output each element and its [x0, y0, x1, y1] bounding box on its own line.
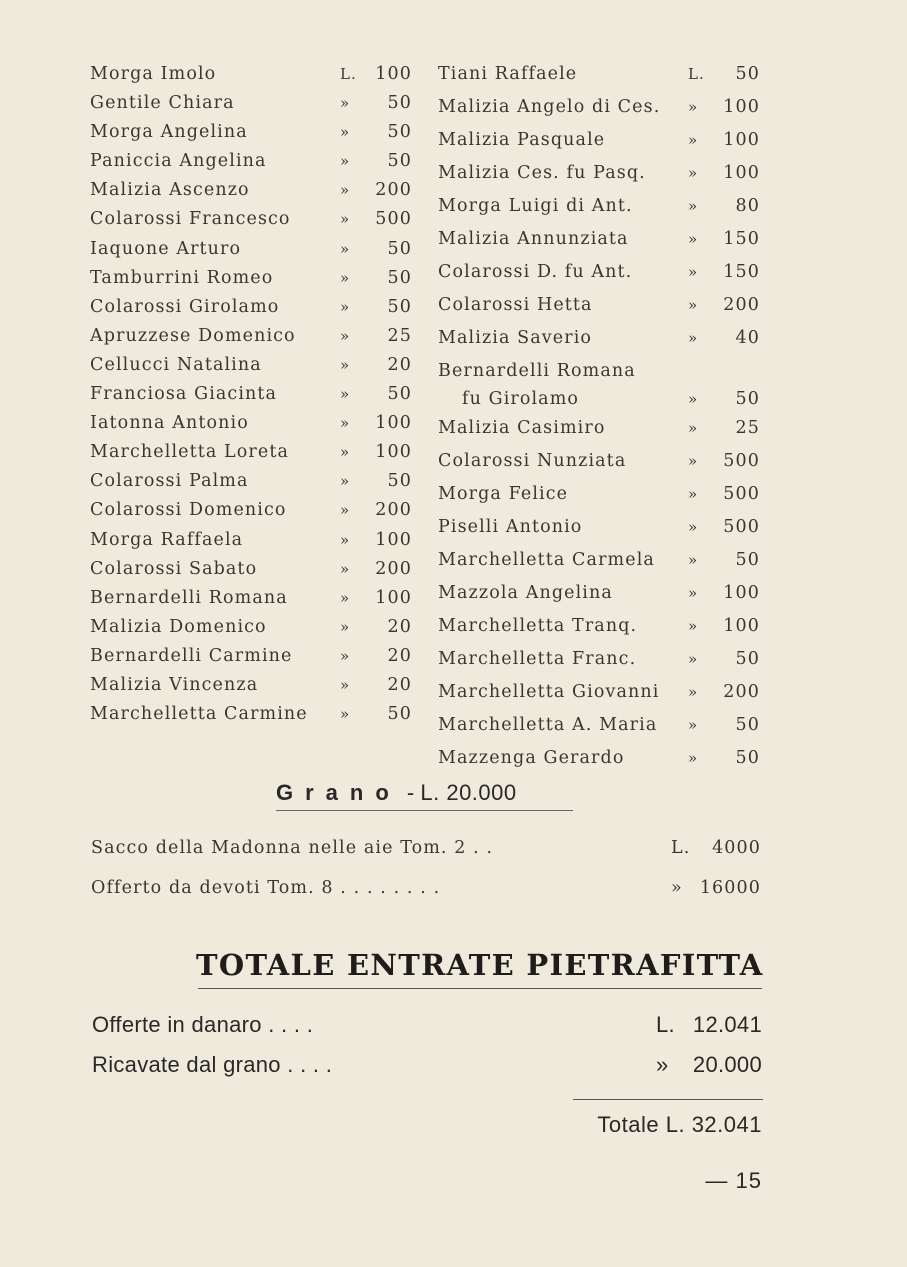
grano-line-dots: . . . . . . . . [333, 878, 441, 898]
donor-amount: 20 [387, 645, 412, 666]
donor-row [438, 517, 760, 550]
totale-line-dots: . . . . [261, 1012, 314, 1037]
donor-name: Tiani Raffaele [438, 64, 578, 84]
donor-currency: » [688, 617, 699, 635]
donor-row [90, 646, 412, 675]
donor-currency: » [340, 443, 351, 462]
donor-row [90, 559, 412, 588]
donor-name: Colarossi Sabato [90, 558, 258, 579]
donor-currency: » [688, 749, 699, 767]
donor-list-left [90, 64, 412, 733]
donor-amount: 25 [735, 418, 760, 438]
donor-row [90, 64, 412, 93]
donor-name: Paniccia Angelina [90, 151, 267, 172]
totale-line-amount: 12.041 [692, 1012, 762, 1037]
donor-currency: » [688, 263, 699, 281]
donor-row [90, 297, 412, 326]
donor-row [438, 196, 760, 229]
donor-name: Morga Angelina [90, 122, 248, 143]
donor-row [438, 130, 760, 163]
donor-name: Marchelletta Carmine [90, 704, 308, 725]
donor-row [90, 239, 412, 268]
donor-amount: 150 [723, 229, 760, 249]
grano-line-amount: 4000 [712, 838, 761, 858]
donor-amount: 500 [723, 484, 760, 504]
donor-name: Apruzzese Domenico [90, 325, 296, 346]
donor-amount: 50 [387, 93, 412, 114]
donor-row [90, 530, 412, 559]
donor-row [90, 209, 412, 238]
grano-total: L. 20.000 [420, 780, 517, 805]
donor-amount: 25 [387, 325, 412, 346]
donor-amount: 50 [387, 267, 412, 288]
totale-underline [198, 988, 762, 989]
donor-currency: » [340, 385, 351, 404]
donor-currency: » [688, 452, 699, 470]
donor-row [438, 328, 760, 361]
donor-name: Malizia Pasquale [438, 130, 606, 150]
grano-line-desc: Offerto da devoti Tom. 8 [91, 878, 334, 898]
donor-currency: » [688, 296, 699, 314]
donor-currency: » [688, 419, 699, 437]
donor-row [90, 122, 412, 151]
donor-amount: 500 [375, 209, 412, 230]
donor-name: Mazzola Angelina [438, 583, 613, 603]
donor-name: Marchelletta A. Maria [438, 715, 658, 735]
donor-currency: » [688, 584, 699, 602]
donor-amount: 50 [387, 704, 412, 725]
donor-row [438, 451, 760, 484]
donor-row [90, 500, 412, 529]
donor-row [90, 326, 412, 355]
donor-currency: » [340, 559, 351, 578]
donor-currency: » [340, 414, 351, 433]
donor-name: Marchelletta Loreta [90, 442, 290, 463]
grano-line-currency: » [671, 878, 683, 898]
donor-row [90, 384, 412, 413]
donor-name: Morga Raffaela [90, 529, 244, 550]
donor-name: Mazzenga Gerardo [438, 748, 625, 768]
grano-line [91, 878, 761, 898]
donor-name: Marchelletta Carmela [438, 550, 655, 570]
donor-name: Cellucci Natalina [90, 354, 262, 375]
donor-currency: » [688, 683, 699, 701]
donor-row [90, 93, 412, 122]
donor-name: Morga Felice [438, 484, 569, 504]
grano-line-desc: Sacco della Madonna nelle aie Tom. 2 [91, 838, 467, 858]
donor-row [438, 550, 760, 583]
grand-total: Totale L. 32.041 [597, 1112, 762, 1137]
donor-currency: » [340, 210, 351, 229]
donor-row [438, 715, 760, 748]
donor-amount: 100 [723, 97, 760, 117]
donor-row [90, 617, 412, 646]
donor-currency: » [688, 390, 699, 408]
grano-line-amount: 16000 [699, 878, 761, 898]
donor-name: Malizia Ces. fu Pasq. [438, 163, 646, 183]
donor-name: Colarossi Girolamo [90, 296, 280, 317]
donor-currency: » [340, 617, 351, 636]
donor-currency: » [688, 518, 699, 536]
donor-amount: 200 [375, 500, 412, 521]
donor-amount: 200 [375, 180, 412, 201]
donor-amount: 100 [375, 587, 412, 608]
donor-amount: 50 [735, 389, 760, 409]
donor-currency: » [340, 355, 351, 374]
donor-row [438, 616, 760, 649]
donor-amount: 20 [387, 674, 412, 695]
donor-amount: 200 [375, 558, 412, 579]
donor-row [90, 704, 412, 733]
donor-amount: 50 [387, 122, 412, 143]
donor-name: Colarossi Palma [90, 471, 249, 492]
donor-amount: 100 [375, 442, 412, 463]
donor-currency: » [688, 650, 699, 668]
donor-currency: » [340, 268, 351, 287]
donor-currency: » [688, 716, 699, 734]
donor-row [90, 355, 412, 384]
totale-line [92, 1052, 762, 1078]
donor-currency: » [340, 297, 351, 316]
donor-name: Bernardelli Romana [438, 361, 636, 381]
donor-row [90, 268, 412, 297]
donor-row [438, 682, 760, 715]
donor-amount: 200 [723, 682, 760, 702]
donor-row [438, 484, 760, 517]
donor-name: Colarossi Nunziata [438, 451, 627, 471]
donor-currency: » [340, 646, 351, 665]
donor-name: Bernardelli Romana [90, 587, 288, 608]
grano-label: Grano [276, 780, 401, 805]
donor-currency: » [340, 239, 351, 258]
donor-row [438, 229, 760, 262]
donor-row [438, 163, 760, 196]
donor-name: Malizia Saverio [438, 328, 593, 348]
donor-name: Malizia Annunziata [438, 229, 629, 249]
grano-line-dots: . . [466, 838, 494, 858]
donor-currency: » [340, 705, 351, 724]
donor-row [438, 748, 760, 781]
donor-amount: 80 [735, 196, 760, 216]
donor-currency: » [688, 164, 699, 182]
donor-amount: 500 [723, 517, 760, 537]
donor-row [90, 180, 412, 209]
donor-name: Bernardelli Carmine [90, 645, 293, 666]
totale-line-desc: Ricavate dal grano [92, 1052, 281, 1077]
donor-row [90, 442, 412, 471]
donor-row [438, 418, 760, 451]
donor-name: Tamburrini Romeo [90, 267, 274, 288]
totale-line-currency: » [656, 1052, 669, 1077]
totale-line-amount: 20.000 [692, 1052, 762, 1077]
donor-amount: 50 [735, 550, 760, 570]
donor-amount: 100 [723, 130, 760, 150]
donor-row [90, 413, 412, 442]
donor-name: Marchelletta Franc. [438, 649, 637, 669]
donor-row [90, 675, 412, 704]
donor-row [438, 295, 760, 328]
donor-currency: » [340, 530, 351, 549]
grano-underline [276, 810, 573, 811]
donor-name: Colarossi Hetta [438, 295, 593, 315]
donor-currency: » [340, 588, 351, 607]
donor-amount: 500 [723, 451, 760, 471]
donor-amount: 100 [375, 413, 412, 434]
donor-amount: 100 [375, 64, 412, 84]
donor-currency: » [340, 123, 351, 142]
donor-row [438, 262, 760, 295]
donor-name: fu Girolamo [462, 389, 580, 409]
grano-line [91, 838, 761, 858]
totale-heading: TOTALE ENTRATE PIETRAFITTA [196, 948, 764, 982]
donor-amount: 50 [387, 471, 412, 492]
donor-amount: 50 [387, 151, 412, 172]
donor-amount: 20 [387, 616, 412, 637]
donor-amount: 20 [387, 354, 412, 375]
donor-amount: 50 [387, 238, 412, 259]
donor-currency: » [340, 181, 351, 200]
donor-row [90, 588, 412, 617]
donor-amount: 150 [723, 262, 760, 282]
donor-amount: 50 [387, 296, 412, 317]
donor-row [90, 151, 412, 180]
donor-amount: 100 [375, 529, 412, 550]
donor-name: Marchelletta Giovanni [438, 682, 660, 702]
donor-name: Piselli Antonio [438, 517, 583, 537]
donor-amount: 100 [723, 163, 760, 183]
donor-amount: 50 [735, 715, 760, 735]
donor-row [438, 64, 760, 97]
page-number: — 15 [705, 1168, 762, 1193]
donor-currency: » [340, 94, 351, 113]
donor-name: Morga Luigi di Ant. [438, 196, 633, 216]
donor-name: Colarossi D. fu Ant. [438, 262, 633, 282]
donor-currency: » [688, 329, 699, 347]
donor-currency: L. [340, 65, 357, 83]
donor-name: Malizia Domenico [90, 616, 267, 637]
donor-amount: 100 [723, 583, 760, 603]
donor-name: Colarossi Francesco [90, 209, 291, 230]
donor-row [438, 361, 760, 389]
donor-row [438, 389, 760, 418]
totale-line-currency: L. [656, 1012, 675, 1037]
donor-row [438, 583, 760, 616]
donor-amount: 40 [735, 328, 760, 348]
donor-currency: » [340, 152, 351, 171]
donor-name: Morga Imolo [90, 64, 217, 84]
donor-name: Iatonna Antonio [90, 413, 249, 434]
totale-line-desc: Offerte in danaro [92, 1012, 262, 1037]
donor-currency: » [688, 131, 699, 149]
grano-line-currency: L. [671, 838, 691, 858]
grano-heading [276, 780, 576, 806]
donor-name: Gentile Chiara [90, 93, 235, 114]
donor-name: Franciosa Giacinta [90, 384, 278, 405]
donor-name: Malizia Vincenza [90, 674, 259, 695]
donor-currency: » [688, 551, 699, 569]
donor-name: Iaquone Arturo [90, 238, 242, 259]
sum-rule [573, 1099, 763, 1100]
donor-currency: » [340, 675, 351, 694]
donor-currency: » [688, 230, 699, 248]
grano-separator: - [406, 780, 415, 805]
donor-name: Marchelletta Tranq. [438, 616, 638, 636]
donor-row [90, 471, 412, 500]
totale-line-dots: . . . . [280, 1052, 333, 1077]
donor-amount: 100 [723, 616, 760, 636]
totale-line [92, 1012, 762, 1038]
donor-row [438, 649, 760, 682]
donor-name: Colarossi Domenico [90, 500, 287, 521]
donor-currency: » [688, 98, 699, 116]
donor-name: Malizia Ascenzo [90, 180, 250, 201]
donor-amount: 50 [735, 748, 760, 768]
donor-row [438, 97, 760, 130]
donor-currency: » [340, 472, 351, 491]
donor-amount: 50 [735, 64, 760, 84]
donor-name: Malizia Angelo di Ces. [438, 97, 661, 117]
donor-currency: L. [688, 65, 705, 83]
donor-amount: 50 [735, 649, 760, 669]
donor-amount: 200 [723, 295, 760, 315]
donor-currency: » [688, 485, 699, 503]
donor-name: Malizia Casimiro [438, 418, 606, 438]
donor-currency: » [340, 326, 351, 345]
donor-currency: » [340, 501, 351, 520]
donor-list-right [438, 64, 760, 781]
donor-currency: » [688, 197, 699, 215]
donor-amount: 50 [387, 384, 412, 405]
